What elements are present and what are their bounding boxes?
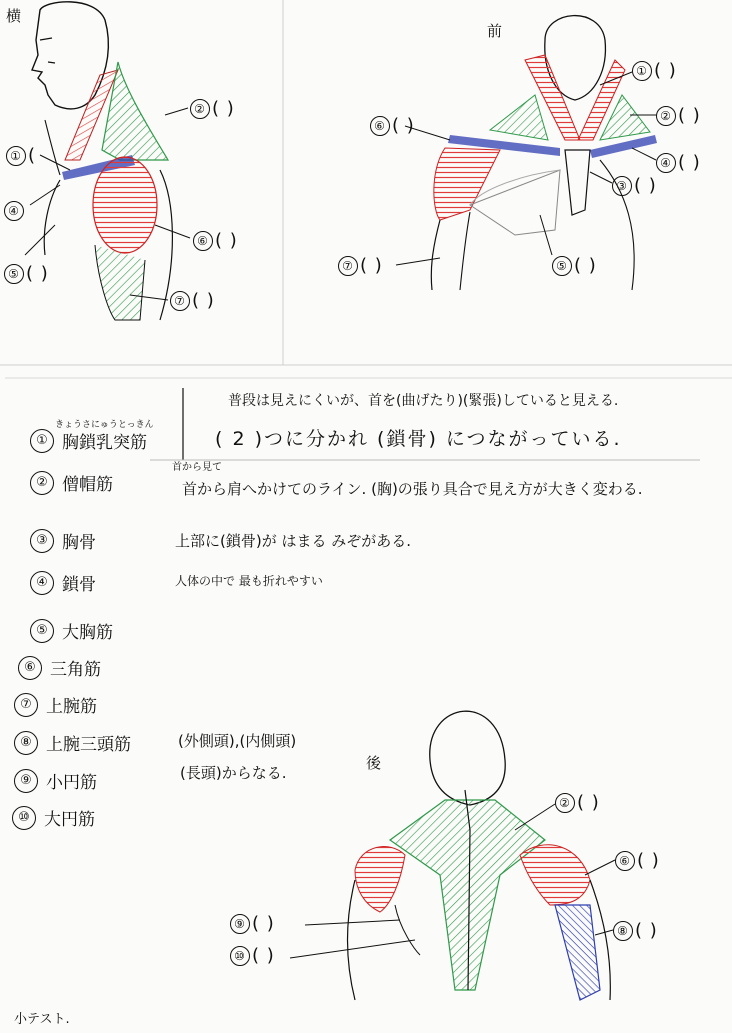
note-3: 上部に(鎖骨)が はまる みぞがある. — [175, 532, 412, 550]
footer-label: 小テスト. — [14, 1012, 70, 1027]
note-2-main: 首から肩へかけてのライン. (胸)の張り具合で見え方が大きく変わる. — [182, 480, 643, 498]
back-callout-10: ⑩ ( ) — [230, 945, 275, 966]
list-item-6: ⑥ 三角筋 — [18, 655, 101, 680]
front-callout-7: ⑦ ( ) — [338, 255, 383, 276]
side-view-figure — [25, 2, 190, 320]
side-callout-6: ⑥ ( ) — [193, 230, 238, 251]
back-view-figure — [290, 711, 615, 1000]
list-item-1: ① 胸鎖乳突筋 — [30, 428, 147, 453]
front-view-figure — [396, 16, 657, 290]
side-view-label: 横 — [6, 7, 22, 25]
note-1-top: 普段は見えにくいが、首を(曲げたり)(緊張)していると見える. — [228, 393, 619, 409]
list-item-9: ⑨ 小円筋 — [14, 768, 97, 793]
front-callout-3: ③ ( ) — [612, 175, 657, 196]
list-item-5: ⑤ 大胸筋 — [30, 618, 113, 643]
front-callout-2: ② ( ) — [656, 105, 701, 126]
list-item-3: ③ 胸骨 — [30, 528, 96, 553]
front-view-label: 前 — [487, 22, 503, 40]
front-callout-4: ④ ( ) — [656, 152, 701, 173]
side-callout-4: ④ — [4, 200, 26, 221]
note-8-line2: (長頭)からなる. — [180, 764, 287, 782]
front-callout-1: ① ( ) — [632, 60, 677, 81]
note-2-small: 首から見て — [172, 462, 222, 473]
side-callout-5: ⑤ ( ) — [4, 263, 49, 284]
list-item-7: ⑦ 上腕筋 — [14, 692, 97, 717]
side-callout-7: ⑦ ( ) — [170, 290, 215, 311]
back-callout-6: ⑥ ( ) — [615, 850, 660, 871]
list-item-10: ⑩ 大円筋 — [12, 805, 95, 830]
front-callout-6: ⑥ ( ) — [370, 115, 415, 136]
note-4: 人体の中で 最も折れやすい — [175, 574, 323, 588]
back-view-label: 後 — [366, 754, 382, 772]
list-item-1-ruby: きょうさにゅうとっきん — [55, 420, 154, 430]
back-callout-2: ② ( ) — [555, 792, 600, 813]
back-callout-8: ⑧ ( ) — [613, 920, 658, 941]
list-item-2: ② 僧帽筋 — [30, 470, 113, 495]
note-8-line1: (外側頭),(内側頭) — [178, 732, 297, 750]
list-item-8: ⑧ 上腕三頭筋 — [14, 730, 131, 755]
front-callout-5: ⑤ ( ) — [552, 255, 597, 276]
side-callout-2: ② ( ) — [190, 98, 235, 119]
side-callout-1: ① ( — [6, 145, 36, 166]
back-callout-9: ⑨ ( ) — [230, 913, 275, 934]
list-item-4: ④ 鎖骨 — [30, 570, 96, 595]
note-1-main: ( 2 )つに分かれ (鎖骨) につながっている. — [215, 428, 622, 450]
